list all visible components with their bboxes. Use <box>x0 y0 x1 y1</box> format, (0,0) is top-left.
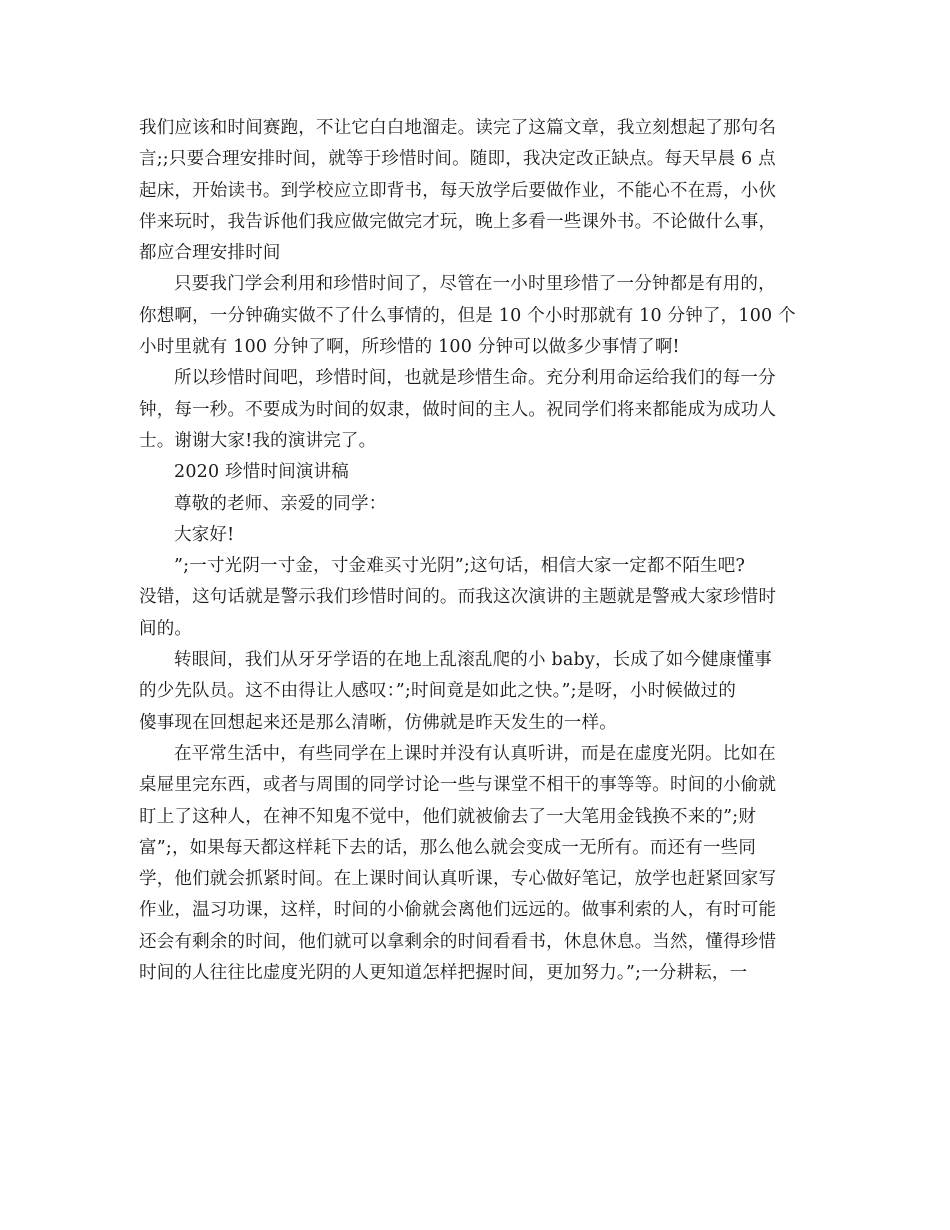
paragraph: 我们应该和时间赛跑，不让它白白地溜走。读完了这篇文章，我立刻想起了那句名 言;;只要合理安排时间，就等于珍惜时间。随即，我决定改正缺点。每天早晨 6 点 起床，开始读书。到学校应立即背书，每天放学后要做作业，不能心不在焉，小伙 伴来玩时，我告诉他们我应做完做完才玩，晚上多看一些课外书。不论做什么事， 都应合理安排时间 <box>139 118 777 264</box>
document-body <box>139 113 813 989</box>
section-title: 2020 珍惜时间演讲稿 <box>174 462 349 483</box>
paragraph: 只要我门学会利用和珍惜时间了，尽管在一小时里珍惜了一分钟都是有用的， 你想啊，一分钟确实做不了什么事情的，但是 10 个小时那就有 10 分钟了，100 个 小时里就有 100 分钟了啊，所珍惜的 100 分钟可以做多少事情了啊! <box>139 274 796 358</box>
paragraph: 在平常生活中，有些同学在上课时并没有认真听讲，而是在虚度光阴。比如在 桌屉里完东西，或者与周围的同学讨论一些与课堂不相干的事等等。时间的小偷就 盯上了这种人，在神不知鬼不觉中，他们就被偷去了一大笔用金钱换不来的”;财 富”;，如果每天都这样耗下去的话，那么他么就会变成一无所有。而还有一些同 学，他们就会抓紧时间。在上课时间认真听课，专心做好笔记，放学也赶紧回家写 作业，温习功课，这样，时间的小偷就会离他们远远的。做事利索的人，有时可能 还会有剩余的时间，他们就可以拿剩余的时间看看书，休息休息。当然，懂得珍惜 时间的人往往比虚度光阴的人更知道怎样把握时间，更加努力。”;一分耕耘，一 <box>139 743 777 984</box>
salutation: 尊敬的老师、亲爱的同学： <box>174 493 387 514</box>
greeting: 大家好! <box>174 524 235 545</box>
paragraph: 所以珍惜时间吧，珍惜时间，也就是珍惜生命。充分利用命运给我们的每一分 钟，每一秒。不要成为时间的奴隶，做时间的主人。祝同学们将来都能成为成功人 士。谢谢大家!我的演讲完了。 <box>139 368 777 451</box>
paragraph: ”;一寸光阴一寸金，寸金难买寸光阴”;这句话，相信大家一定都不陌生吧? 没错，这句话就是警示我们珍惜时间的。而我这次演讲的主题就是警戒大家珍惜时 间的。 <box>139 556 777 639</box>
paragraph: 转眼间，我们从牙牙学语的在地上乱滚乱爬的小 baby，长成了如今健康懂事 的少先队员。这不由得让人感叹：”;时间竟是如此之快。”;是呀，小时候做过的 傻事现在回想起来还是那么清晰，仿佛就是昨天发生的一样。 <box>139 650 772 733</box>
